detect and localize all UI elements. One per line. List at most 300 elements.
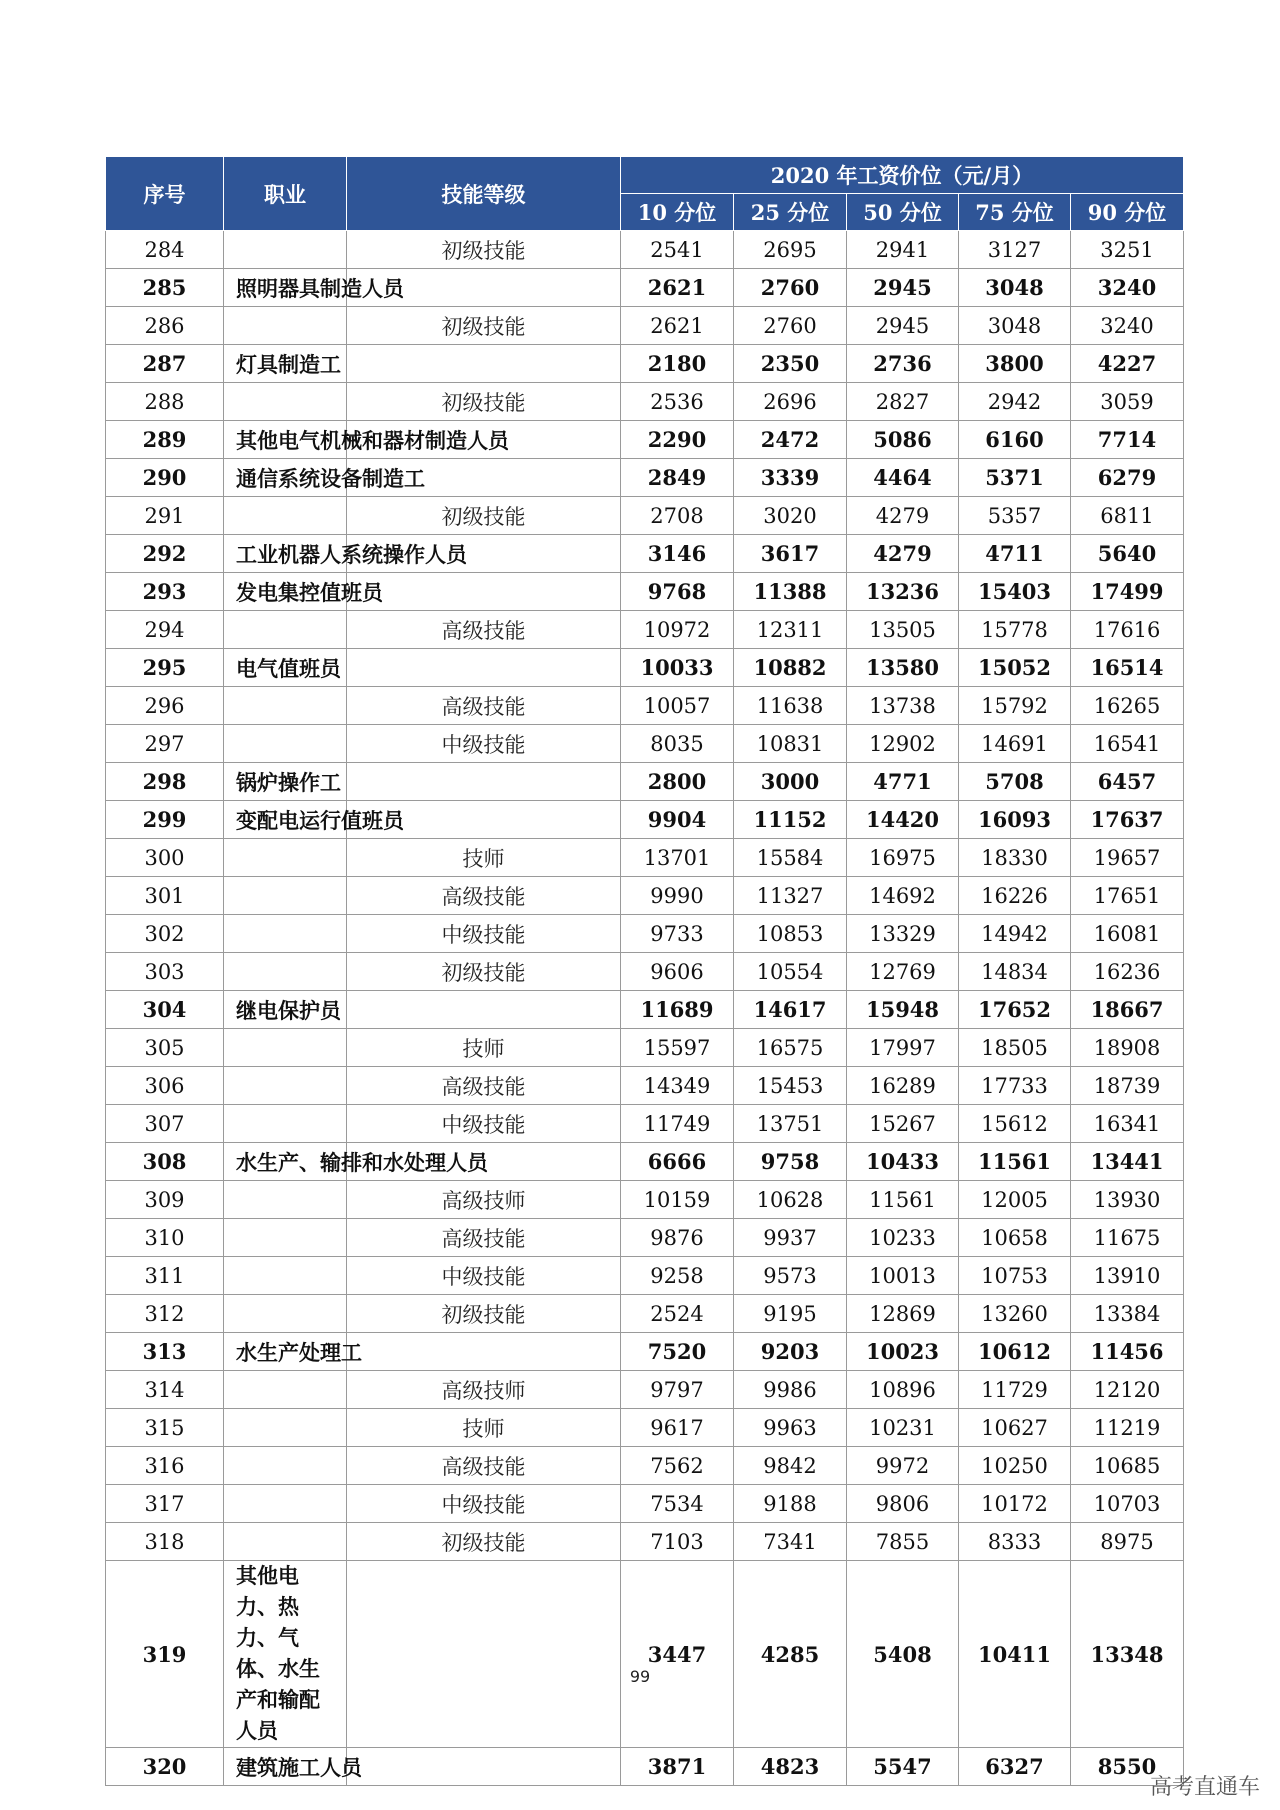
- wage-cell: 7855: [847, 1523, 959, 1561]
- wage-cell: 10658: [959, 1219, 1071, 1257]
- table-row: [106, 497, 1184, 535]
- skill-level-cell: [347, 345, 621, 383]
- skill-level-cell: 中级技能: [347, 1485, 621, 1523]
- wage-cell: 11327: [734, 877, 847, 915]
- wage-cell: 13348: [1071, 1561, 1184, 1748]
- skill-level-cell: [347, 991, 621, 1029]
- skill-level-cell: 高级技能: [347, 1067, 621, 1105]
- wage-cell: 10882: [734, 649, 847, 687]
- wage-cell: 18330: [959, 839, 1071, 877]
- wage-cell: 9203: [734, 1333, 847, 1371]
- wage-cell: 16514: [1071, 649, 1184, 687]
- occupation-cell: [224, 1523, 347, 1561]
- wage-cell: 9986: [734, 1371, 847, 1409]
- seq-cell: 308: [106, 1143, 224, 1181]
- wage-cell: 3240: [1071, 307, 1184, 345]
- wage-cell: 10972: [621, 611, 734, 649]
- skill-level-cell: 初级技能: [347, 497, 621, 535]
- wage-cell: 2696: [734, 383, 847, 421]
- table-row: [106, 573, 1184, 611]
- table-row: [106, 649, 1184, 687]
- wage-table: [105, 156, 1184, 1786]
- wage-cell: 7562: [621, 1447, 734, 1485]
- wage-cell: 3020: [734, 497, 847, 535]
- seq-cell: 320: [106, 1748, 224, 1786]
- wage-cell: 10612: [959, 1333, 1071, 1371]
- wage-cell: 16975: [847, 839, 959, 877]
- wage-cell: 9963: [734, 1409, 847, 1447]
- wage-cell: 17651: [1071, 877, 1184, 915]
- wage-cell: 13505: [847, 611, 959, 649]
- table-row: [106, 1561, 1184, 1748]
- seq-cell: 295: [106, 649, 224, 687]
- skill-level-cell: 技师: [347, 839, 621, 877]
- table-row: [106, 1143, 1184, 1181]
- wage-cell: 15052: [959, 649, 1071, 687]
- wage-cell: 14834: [959, 953, 1071, 991]
- seq-cell: 288: [106, 383, 224, 421]
- table-row: [106, 915, 1184, 953]
- wage-cell: 15403: [959, 573, 1071, 611]
- table-row: [106, 991, 1184, 1029]
- wage-cell: 12769: [847, 953, 959, 991]
- wage-cell: 10853: [734, 915, 847, 953]
- wage-cell: 18739: [1071, 1067, 1184, 1105]
- seq-cell: 317: [106, 1485, 224, 1523]
- table-row: [106, 763, 1184, 801]
- wage-cell: 16265: [1071, 687, 1184, 725]
- occupation-cell: [224, 877, 347, 915]
- wage-cell: 10057: [621, 687, 734, 725]
- wage-cell: 2945: [847, 269, 959, 307]
- wage-cell: 3059: [1071, 383, 1184, 421]
- wage-cell: 9904: [621, 801, 734, 839]
- wage-cell: 9768: [621, 573, 734, 611]
- wage-cell: 2180: [621, 345, 734, 383]
- wage-cell: 3127: [959, 231, 1071, 269]
- occupation-cell: [224, 1447, 347, 1485]
- table-row: [106, 535, 1184, 573]
- wage-cell: 15792: [959, 687, 1071, 725]
- wage-cell: 4285: [734, 1561, 847, 1748]
- wage-cell: 9195: [734, 1295, 847, 1333]
- seq-cell: 311: [106, 1257, 224, 1295]
- skill-level-cell: 初级技能: [347, 307, 621, 345]
- wage-cell: 18667: [1071, 991, 1184, 1029]
- occupation-cell: 发电集控值班员: [224, 573, 347, 611]
- header-p25: 25 分位: [734, 194, 847, 231]
- occupation-cell: [224, 497, 347, 535]
- seq-cell: 291: [106, 497, 224, 535]
- seq-cell: 294: [106, 611, 224, 649]
- occupation-cell: 建筑施工人员: [224, 1748, 347, 1786]
- wage-cell: 9876: [621, 1219, 734, 1257]
- occupation-cell: [224, 915, 347, 953]
- table-row: [106, 1485, 1184, 1523]
- occupation-cell: 水生产、输排和水处理人员: [224, 1143, 347, 1181]
- wage-cell: 6160: [959, 421, 1071, 459]
- occupation-cell: 其他电力、热力、气体、水生产和输配人员: [224, 1561, 347, 1748]
- seq-cell: 316: [106, 1447, 224, 1485]
- skill-level-cell: 中级技能: [347, 915, 621, 953]
- table-row: [106, 1219, 1184, 1257]
- table-row: [106, 345, 1184, 383]
- wage-cell: 11561: [959, 1143, 1071, 1181]
- wage-cell: 16236: [1071, 953, 1184, 991]
- wage-cell: 2621: [621, 269, 734, 307]
- occupation-cell: 通信系统设备制造工: [224, 459, 347, 497]
- skill-level-cell: 高级技能: [347, 877, 621, 915]
- wage-cell: 13910: [1071, 1257, 1184, 1295]
- wage-cell: 12120: [1071, 1371, 1184, 1409]
- seq-cell: 287: [106, 345, 224, 383]
- table-row: [106, 1409, 1184, 1447]
- wage-cell: 5357: [959, 497, 1071, 535]
- skill-level-cell: 技师: [347, 1029, 621, 1067]
- skill-level-cell: [347, 649, 621, 687]
- wage-cell: 2849: [621, 459, 734, 497]
- occupation-cell: [224, 1257, 347, 1295]
- wage-cell: 12005: [959, 1181, 1071, 1219]
- wage-cell: 9617: [621, 1409, 734, 1447]
- seq-cell: 286: [106, 307, 224, 345]
- wage-cell: 16575: [734, 1029, 847, 1067]
- occupation-cell: [224, 611, 347, 649]
- wage-cell: 3447: [621, 1561, 734, 1748]
- wage-cell: 12869: [847, 1295, 959, 1333]
- wage-cell: 13260: [959, 1295, 1071, 1333]
- table-row: [106, 459, 1184, 497]
- seq-cell: 300: [106, 839, 224, 877]
- wage-cell: 8035: [621, 725, 734, 763]
- wage-cell: 13329: [847, 915, 959, 953]
- occupation-cell: [224, 687, 347, 725]
- table-row: [106, 1029, 1184, 1067]
- table-body: [106, 231, 1184, 1786]
- wage-cell: 11689: [621, 991, 734, 1029]
- wage-cell: 2827: [847, 383, 959, 421]
- table-row: [106, 383, 1184, 421]
- skill-level-cell: 中级技能: [347, 1105, 621, 1143]
- skill-level-cell: 技师: [347, 1409, 621, 1447]
- wage-cell: 11638: [734, 687, 847, 725]
- wage-cell: 15584: [734, 839, 847, 877]
- wage-cell: 11729: [959, 1371, 1071, 1409]
- skill-level-cell: 中级技能: [347, 1257, 621, 1295]
- wage-cell: 3048: [959, 307, 1071, 345]
- wage-cell: 8975: [1071, 1523, 1184, 1561]
- occupation-cell: 锅炉操作工: [224, 763, 347, 801]
- wage-cell: 16226: [959, 877, 1071, 915]
- wage-cell: 10433: [847, 1143, 959, 1181]
- wage-cell: 5371: [959, 459, 1071, 497]
- page-number: 99: [629, 1667, 651, 1686]
- table-row: [106, 1748, 1184, 1786]
- wage-cell: 2941: [847, 231, 959, 269]
- wage-cell: 4279: [847, 535, 959, 573]
- wage-cell: 6327: [959, 1748, 1071, 1786]
- seq-cell: 304: [106, 991, 224, 1029]
- table-row: [106, 877, 1184, 915]
- wage-cell: 4464: [847, 459, 959, 497]
- wage-cell: 10159: [621, 1181, 734, 1219]
- skill-level-cell: 高级技能: [347, 687, 621, 725]
- wage-cell: 8550: [1071, 1748, 1184, 1786]
- wage-cell: 16541: [1071, 725, 1184, 763]
- wage-cell: 10033: [621, 649, 734, 687]
- wage-cell: 7534: [621, 1485, 734, 1523]
- wage-cell: 2760: [734, 269, 847, 307]
- table-row: [106, 1295, 1184, 1333]
- wage-cell: 13580: [847, 649, 959, 687]
- wage-cell: 11152: [734, 801, 847, 839]
- wage-cell: 10411: [959, 1561, 1071, 1748]
- header-skill-level: 技能等级: [347, 157, 621, 231]
- occupation-cell: 灯具制造工: [224, 345, 347, 383]
- wage-cell: 17499: [1071, 573, 1184, 611]
- occupation-cell: [224, 231, 347, 269]
- table-row: [106, 1257, 1184, 1295]
- wage-cell: 15267: [847, 1105, 959, 1143]
- wage-cell: 11388: [734, 573, 847, 611]
- wage-cell: 15453: [734, 1067, 847, 1105]
- wage-cell: 10233: [847, 1219, 959, 1257]
- occupation-cell: [224, 1219, 347, 1257]
- wage-cell: 17733: [959, 1067, 1071, 1105]
- wage-cell: 13930: [1071, 1181, 1184, 1219]
- wage-cell: 17616: [1071, 611, 1184, 649]
- wage-cell: 9188: [734, 1485, 847, 1523]
- occupation-cell: [224, 1181, 347, 1219]
- wage-cell: 10685: [1071, 1447, 1184, 1485]
- wage-cell: 3339: [734, 459, 847, 497]
- wage-cell: 10250: [959, 1447, 1071, 1485]
- header-seq: 序号: [106, 157, 224, 231]
- occupation-cell: [224, 1485, 347, 1523]
- skill-level-cell: [347, 763, 621, 801]
- seq-cell: 292: [106, 535, 224, 573]
- wage-cell: 9733: [621, 915, 734, 953]
- wage-cell: 10896: [847, 1371, 959, 1409]
- occupation-cell: [224, 839, 347, 877]
- wage-cell: 11749: [621, 1105, 734, 1143]
- wage-cell: 9990: [621, 877, 734, 915]
- seq-cell: 285: [106, 269, 224, 307]
- wage-cell: 13236: [847, 573, 959, 611]
- seq-cell: 290: [106, 459, 224, 497]
- wage-cell: 11675: [1071, 1219, 1184, 1257]
- wage-cell: 16093: [959, 801, 1071, 839]
- seq-cell: 297: [106, 725, 224, 763]
- wage-cell: 3617: [734, 535, 847, 573]
- wage-cell: 4227: [1071, 345, 1184, 383]
- occupation-cell: 照明器具制造人员: [224, 269, 347, 307]
- wage-cell: 7714: [1071, 421, 1184, 459]
- occupation-cell: 工业机器人系统操作人员: [224, 535, 347, 573]
- wage-cell: 13384: [1071, 1295, 1184, 1333]
- table-row: [106, 231, 1184, 269]
- skill-level-cell: 高级技师: [347, 1371, 621, 1409]
- header-p50: 50 分位: [847, 194, 959, 231]
- wage-cell: 9758: [734, 1143, 847, 1181]
- occupation-cell: 电气值班员: [224, 649, 347, 687]
- seq-cell: 306: [106, 1067, 224, 1105]
- seq-cell: 319: [106, 1561, 224, 1748]
- wage-cell: 2760: [734, 307, 847, 345]
- wage-cell: 19657: [1071, 839, 1184, 877]
- table-row: [106, 1371, 1184, 1409]
- table-row: [106, 839, 1184, 877]
- wage-cell: 2695: [734, 231, 847, 269]
- seq-cell: 309: [106, 1181, 224, 1219]
- wage-cell: 11219: [1071, 1409, 1184, 1447]
- wage-cell: 14617: [734, 991, 847, 1029]
- skill-level-cell: 初级技能: [347, 953, 621, 991]
- wage-cell: 13701: [621, 839, 734, 877]
- seq-cell: 293: [106, 573, 224, 611]
- wage-cell: 2350: [734, 345, 847, 383]
- wage-cell: 2945: [847, 307, 959, 345]
- wage-cell: 15597: [621, 1029, 734, 1067]
- header-occupation: 职业: [224, 157, 347, 231]
- wage-cell: 4711: [959, 535, 1071, 573]
- table-row: [106, 1067, 1184, 1105]
- skill-level-cell: 高级技能: [347, 1447, 621, 1485]
- occupation-cell: [224, 1105, 347, 1143]
- table-row: [106, 1181, 1184, 1219]
- header-p75: 75 分位: [959, 194, 1071, 231]
- wage-cell: 2524: [621, 1295, 734, 1333]
- wage-cell: 9797: [621, 1371, 734, 1409]
- occupation-cell: [224, 383, 347, 421]
- skill-level-cell: [347, 1333, 621, 1371]
- wage-cell: 2942: [959, 383, 1071, 421]
- wage-cell: 6811: [1071, 497, 1184, 535]
- wage-cell: 14420: [847, 801, 959, 839]
- occupation-cell: 其他电气机械和器材制造人员: [224, 421, 347, 459]
- wage-cell: 15948: [847, 991, 959, 1029]
- seq-cell: 318: [106, 1523, 224, 1561]
- wage-cell: 8333: [959, 1523, 1071, 1561]
- wage-cell: 10753: [959, 1257, 1071, 1295]
- wage-cell: 3800: [959, 345, 1071, 383]
- seq-cell: 301: [106, 877, 224, 915]
- occupation-cell: [224, 725, 347, 763]
- wage-cell: 17652: [959, 991, 1071, 1029]
- occupation-cell: 变配电运行值班员: [224, 801, 347, 839]
- table-row: [106, 801, 1184, 839]
- seq-cell: 312: [106, 1295, 224, 1333]
- table-row: [106, 1333, 1184, 1371]
- wage-cell: 6457: [1071, 763, 1184, 801]
- wage-cell: 4771: [847, 763, 959, 801]
- table-row: [106, 953, 1184, 991]
- wage-cell: 17997: [847, 1029, 959, 1067]
- seq-cell: 302: [106, 915, 224, 953]
- wage-cell: 7520: [621, 1333, 734, 1371]
- wage-cell: 2536: [621, 383, 734, 421]
- wage-cell: 4823: [734, 1748, 847, 1786]
- occupation-cell: [224, 1295, 347, 1333]
- wage-cell: 10231: [847, 1409, 959, 1447]
- seq-cell: 303: [106, 953, 224, 991]
- seq-cell: 298: [106, 763, 224, 801]
- skill-level-cell: [347, 1561, 621, 1748]
- wage-cell: 14942: [959, 915, 1071, 953]
- wage-cell: 5708: [959, 763, 1071, 801]
- table-row: [106, 1447, 1184, 1485]
- wage-cell: 3000: [734, 763, 847, 801]
- wage-cell: 18908: [1071, 1029, 1184, 1067]
- skill-level-cell: 初级技能: [347, 383, 621, 421]
- wage-cell: 14349: [621, 1067, 734, 1105]
- skill-level-cell: 高级技能: [347, 1219, 621, 1257]
- wage-cell: 7341: [734, 1523, 847, 1561]
- table-header: [106, 157, 1184, 231]
- wage-cell: 10703: [1071, 1485, 1184, 1523]
- table-row: [106, 421, 1184, 459]
- wage-cell: 6279: [1071, 459, 1184, 497]
- wage-cell: 16341: [1071, 1105, 1184, 1143]
- wage-cell: 10554: [734, 953, 847, 991]
- seq-cell: 314: [106, 1371, 224, 1409]
- seq-cell: 305: [106, 1029, 224, 1067]
- wage-cell: 16289: [847, 1067, 959, 1105]
- header-wage-group: 2020 年工资价位（元/月）: [621, 157, 1184, 194]
- wage-cell: 3871: [621, 1748, 734, 1786]
- wage-cell: 10627: [959, 1409, 1071, 1447]
- wage-cell: 10023: [847, 1333, 959, 1371]
- wage-cell: 13738: [847, 687, 959, 725]
- wage-cell: 10013: [847, 1257, 959, 1295]
- skill-level-cell: 中级技能: [347, 725, 621, 763]
- wage-cell: 4279: [847, 497, 959, 535]
- seq-cell: 296: [106, 687, 224, 725]
- table-row: [106, 725, 1184, 763]
- skill-level-cell: 高级技能: [347, 611, 621, 649]
- wage-cell: 9606: [621, 953, 734, 991]
- wage-cell: 13751: [734, 1105, 847, 1143]
- wage-cell: 14692: [847, 877, 959, 915]
- seq-cell: 315: [106, 1409, 224, 1447]
- occupation-cell: 继电保护员: [224, 991, 347, 1029]
- wage-cell: 5547: [847, 1748, 959, 1786]
- occupation-cell: [224, 1029, 347, 1067]
- wage-cell: 5086: [847, 421, 959, 459]
- wage-cell: 9806: [847, 1485, 959, 1523]
- occupation-cell: [224, 1409, 347, 1447]
- wage-cell: 5408: [847, 1561, 959, 1748]
- wage-cell: 6666: [621, 1143, 734, 1181]
- occupation-cell: [224, 953, 347, 991]
- wage-cell: 3048: [959, 269, 1071, 307]
- skill-level-cell: 高级技师: [347, 1181, 621, 1219]
- wage-cell: 3146: [621, 535, 734, 573]
- wage-cell: 9842: [734, 1447, 847, 1485]
- header-p10: 10 分位: [621, 194, 734, 231]
- seq-cell: 310: [106, 1219, 224, 1257]
- skill-level-cell: [347, 573, 621, 611]
- table-row: [106, 687, 1184, 725]
- skill-level-cell: 初级技能: [347, 1523, 621, 1561]
- wage-cell: 9937: [734, 1219, 847, 1257]
- wage-cell: 2800: [621, 763, 734, 801]
- table-row: [106, 307, 1184, 345]
- seq-cell: 284: [106, 231, 224, 269]
- skill-level-cell: 初级技能: [347, 1295, 621, 1333]
- wage-cell: 10172: [959, 1485, 1071, 1523]
- wage-cell: 5640: [1071, 535, 1184, 573]
